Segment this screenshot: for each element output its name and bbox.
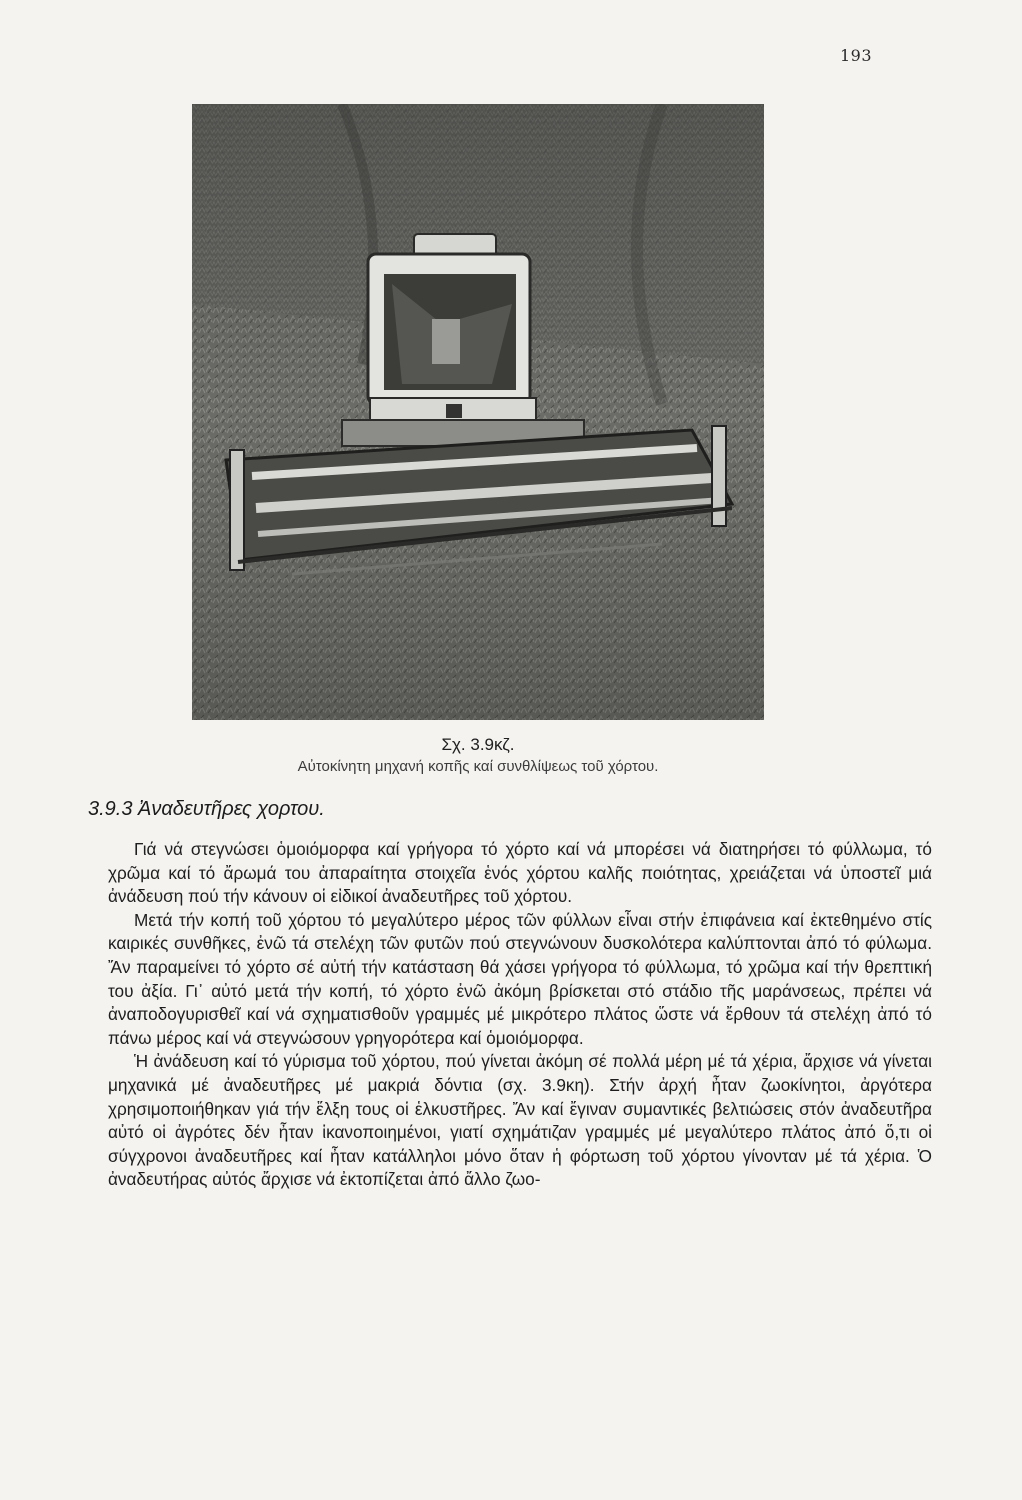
figure-label: Σχ. 3.9κζ. [441, 735, 515, 754]
paragraph-2: Μετά τήν κοπή τοῦ χόρτου τό μεγαλύτερο μέρος τῶν φύλλων εἶναι στήν ἐπιφάνεια καί ἐκτεθημένο στίς καιρικές συνθῆκες, ἐνῶ τά στελέχη τῶν φυτῶν πού στεγνώνουν δυσκολότερα καλύπτονται ἀπό τό φύλωμα. Ἄν παραμείνει τό χόρτο σέ αὐτή τήν κατάσταση θά χάσει γρήγορα τό φύλλωμα, τό χρῶμα καί τήν θρεπτική του ἀξία. Γι᾽ αὐτό μετά τήν κοπή, τό χόρτο ἐνῶ ἀκόμη βρίσκεται στό στάδιο τῆς μαράνσεως, πρέπει νά ἀναποδογυρισθεῖ καί νά σχηματισθοῦν γραμμές μέ μικρότερο πλάτος ὥστε νά ἔρθουν τά στελέχη ἀπό τό πάνω μέρος καί νά στεγνώσουν γρηγορότερα καί ὁμοιόμορφα. [108, 909, 932, 1048]
page-number: 193 [839, 46, 872, 65]
body-text [108, 838, 932, 1192]
figure-photo [192, 104, 764, 720]
paragraph-3: Ἡ ἀνάδευση καί τό γύρισμα τοῦ χόρτου, πού γίνεται ἀκόμη σέ πολλά μέρη μέ τά χέρια, ἄρχισε νά γίνεται μηχανικά μέ ἀναδευτῆρες μέ μακριά δόντια (σχ. 3.9κη). Στήν ἀρχή ἦταν ζωοκίνητοι, ἀργότερα χρησιμοποιήθηκαν γιά τήν ἕλξη τους οἱ ἑλκυστῆρες. Ἄν καί ἔγιναν συμαντικές βελτιώσεις στόν ἀναδευτῆρα αὐτό οἱ ἀγρότες δέν ἦταν ἱκανοποιημένοι, γιατί σχημάτιζαν γραμμές μέ μεγαλύτερο πλάτος ἀπό ὅ,τι οἱ σύγχρονοι ἀναδευτῆρες καί ἦταν κατάλληλοι μόνο ὅταν ἡ φόρτωση τοῦ χόρτου γίνονταν μέ τά χέρια. Ὁ ἀναδευτήρας αὐτός ἄρχισε νά ἐκτοπίζεται ἀπό ἄλλο ζωο- [108, 1051, 932, 1190]
paragraph-1: Γιά νά στεγνώσει ὁμοιόμορφα καί γρήγορα τό χόρτο καί νά μπορέσει νά διατηρήσει τό φύλλωμα, τό χρῶμα καί τό ἄρωμά του ἀπαραίτητα στοιχεῖα ἑνός χόρτου καλῆς ποιότητας, χρειάζεται νά ὑποστεῖ μιά ἀνάδευση πού τήν κάνουν οἱ εἰδικοί ἀναδευτῆρες τοῦ χόρτου. [108, 839, 932, 907]
section-heading: 3.9.3 Ἀναδευτῆρες χορτου. [88, 798, 325, 820]
mower-conditioner-photo [192, 104, 764, 720]
figure-caption: Αὐτοκίνητη μηχανή κοπῆς καί συνθλίψεως τοῦ χόρτου. [297, 758, 659, 775]
